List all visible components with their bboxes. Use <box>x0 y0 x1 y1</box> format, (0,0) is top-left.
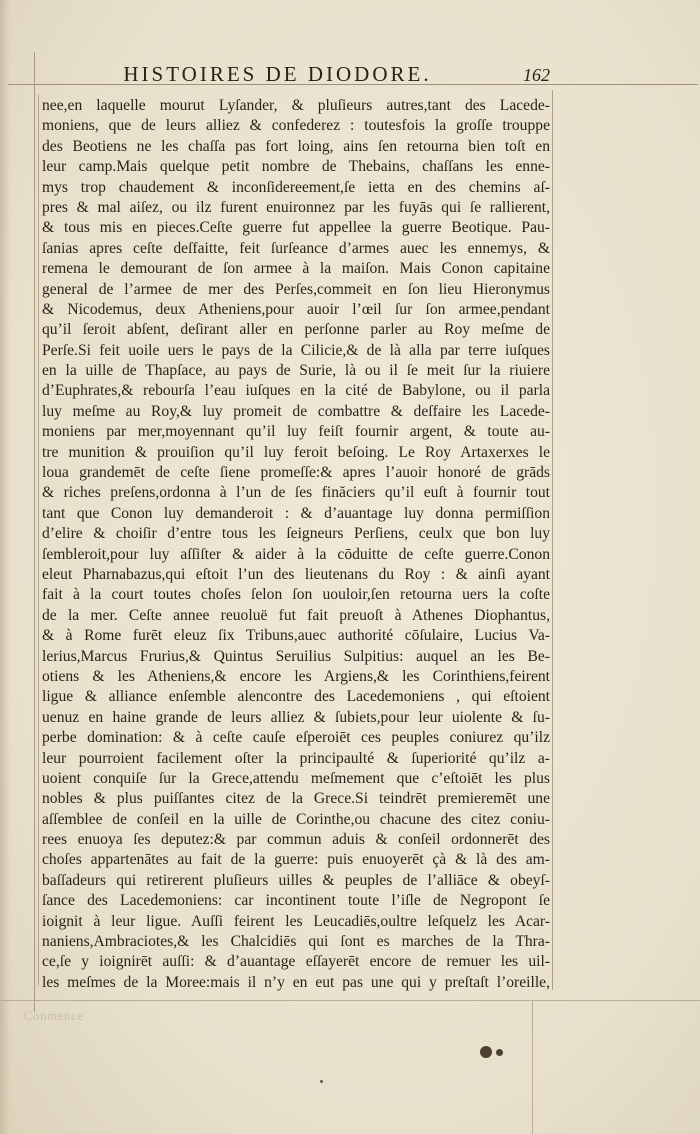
text-line: tant que Conon luy demanderoit : & d’auantage luy donna permiſſion <box>42 504 550 522</box>
running-head <box>40 62 550 87</box>
right-margin-rule <box>552 90 553 990</box>
text-line: otiens & les Atheniens,& encore les Argiens,& les Corinthiens,feirent <box>42 667 550 685</box>
text-line: fait à la court toutes choſes ſelon ſon uouloir,ſen retourna uers la coſte <box>42 586 550 604</box>
text-line: rees enuoya ſes deputez:& par commun aduis & conſeil ordonnerēt des <box>42 831 550 849</box>
text-line: lerius,Marcus Frurius,& Quintus Seruilius Sulpitius: auquel an les Be- <box>42 647 550 665</box>
text-line: ioignit à leur ligue. Auſſi feirent les Leucadiēs,oultre leſquelz les Acar- <box>42 912 550 930</box>
text-line: ſanias apres ceſte deſfaitte, feit ſurſeance d’armes auec les ennemys, & <box>42 239 550 257</box>
text-line: nobles & plus puiſſantes citez de la Grece.Si teindrēt premieremēt une <box>42 790 550 808</box>
body-text <box>42 96 550 993</box>
text-line: nee,en laquelle mourut Lyſander, & pluſieurs autres,tant des Lacede- <box>42 97 550 114</box>
text-line: naniens,Ambraciotes,& les Chalcidiēs qui ſont es marches de la Thra- <box>42 933 550 951</box>
text-line: perbe domination: & à ceſte cauſe eſperoiēt ces peuples coniurez qu’ilz <box>42 729 550 747</box>
text-line: les meſmes de la Moree:mais il n’y en eut pas une qui y preſtaſt l’oreille, <box>42 973 550 991</box>
text-line: moniens par mer,moyennant qu’il luy feiſt fournir argent, & toute au- <box>42 423 550 441</box>
text-line: tre munition & prouiſion qu’il luy feroit beſoing. Le Roy Artaxerxes le <box>42 443 550 461</box>
text-line: ſembleroit,pour luy aſſiſter & aider à la cōduitte de ceſte guerre.Conon <box>42 545 550 563</box>
text-line: Perſe.Si feit uoile uers le pays de la Cilicie,& de là alla par terre iuſques <box>42 341 550 359</box>
text-line: & Nicodemus, deux Atheniens,pour auoir l’œil ſur ſon armee,pendant <box>42 300 550 318</box>
footer-rule <box>0 1000 700 1001</box>
text-line: qu’il ſeroit abſent, deſirant aller en perſonne parler au Roy meſme de <box>42 321 550 339</box>
text-line: baſſadeurs qui retirerent pluſieurs uilles & peuples de l’alliāce & obeyſ- <box>42 871 550 889</box>
text-line: luy meſme au Roy,& luy promeit de combattre & deſfaire les Lacede- <box>42 402 550 420</box>
text-line: remena le demourant de ſon armee à la maiſon. Mais Conon capitaine <box>42 260 550 278</box>
text-line: uoient conquiſe ſur la Grece,attendu meſmement que c’eſtoiēt les plus <box>42 769 550 787</box>
right-lower-rule <box>532 1000 533 1134</box>
text-line: uenuz en haine grande de leurs alliez & ſubiets,pour leur uiolente & ſu- <box>42 708 550 726</box>
text-line: ſance des Lacedemoniens: car incontinent toute l’iſle de Negropont ſe <box>42 892 550 910</box>
text-line: de la mer. Ceſte annee reuoluë fut fait preuoſt à Athenes Diophantus, <box>42 606 550 624</box>
text-line: moniens, que de leurs alliez & confederez : toutesfois la groſſe trouppe <box>42 117 550 135</box>
text-line: eleut Pharnabazus,qui eſtoit l’un des lieutenans du Roy : & ainſi ayant <box>42 565 550 583</box>
text-line: des Beotiens ne les chaſſa pas fort loing, ains ſen retourna bien toſt en <box>42 137 550 155</box>
page-number: 162 <box>523 65 550 85</box>
ornament-dots <box>480 1046 503 1058</box>
text-line: d’Euphrates,& rebourſa l’eau iuſques en la cité de Babylone, ou il parla <box>42 382 550 400</box>
text-line: leur pourroient facilement oſter la principaulté & ſuperiorité qu’ilz a- <box>42 749 550 767</box>
text-line: d’elire & choiſir d’entre tous les ſeigneurs Perſiens, ceulx que bon luy <box>42 525 550 543</box>
text-line: mys trop chaudement & inconſidereement,ſe ietta en des chemins aſ- <box>42 178 550 196</box>
text-line: choſes appartenātes au fait de la guerre: puis enuoyerēt çà & là des am- <box>42 851 550 869</box>
text-line: ligue & alliance enſemble alencontre des Lacedemoniens , qui eſtoient <box>42 688 550 706</box>
text-line: aſſemblee de conſeil en la uille de Corinthe,ou chacune des citez coniu- <box>42 810 550 828</box>
text-line: & tous mis en pieces.Ceſte guerre fut appellee la guerre Beotique. Pau- <box>42 219 550 237</box>
running-title: HISTOIRES DE DIODORE. <box>123 62 432 86</box>
ornament-dot-large <box>480 1046 492 1058</box>
left-margin-rule-inner <box>38 95 39 985</box>
text-line: ce,ſe y ioignirēt auſſi: & d’auantage eſſayerēt encore de remuer les uil- <box>42 953 550 971</box>
text-line: pres & mal aiſez, ou ilz furent enuironnez par les fuyās qui ſe rallierent, <box>42 198 550 216</box>
faint-offset-text: Conmence <box>24 1008 84 1023</box>
text-line: loua grandemēt de ceſte ſiene promeſſe:& apres l’auoir honoré de grāds <box>42 464 550 482</box>
text-line: & riches preſens,ordonna à l’un de ſes finăciers qu’il euſt à fournir tout <box>42 484 550 502</box>
text-line: leur camp.Mais quelque petit nombre de Thebains, chaſſans les enne- <box>42 158 550 176</box>
text-line: en la uille de Thapſace, au pays de Surie, là ou il ſe meit ſur la riuiere <box>42 362 550 380</box>
text-line: & à Rome furēt eleuz ſix Tribuns,auec authorité cōſulaire, Lucius Va- <box>42 627 550 645</box>
left-margin-rule <box>34 52 35 1012</box>
ornament-dot-small <box>496 1049 503 1056</box>
text-line: general de l’armee de mer des Perſes,commeit en ſon lieu Hieronymus <box>42 280 550 298</box>
ink-speck <box>320 1080 323 1083</box>
gutter-shadow <box>0 0 10 1134</box>
